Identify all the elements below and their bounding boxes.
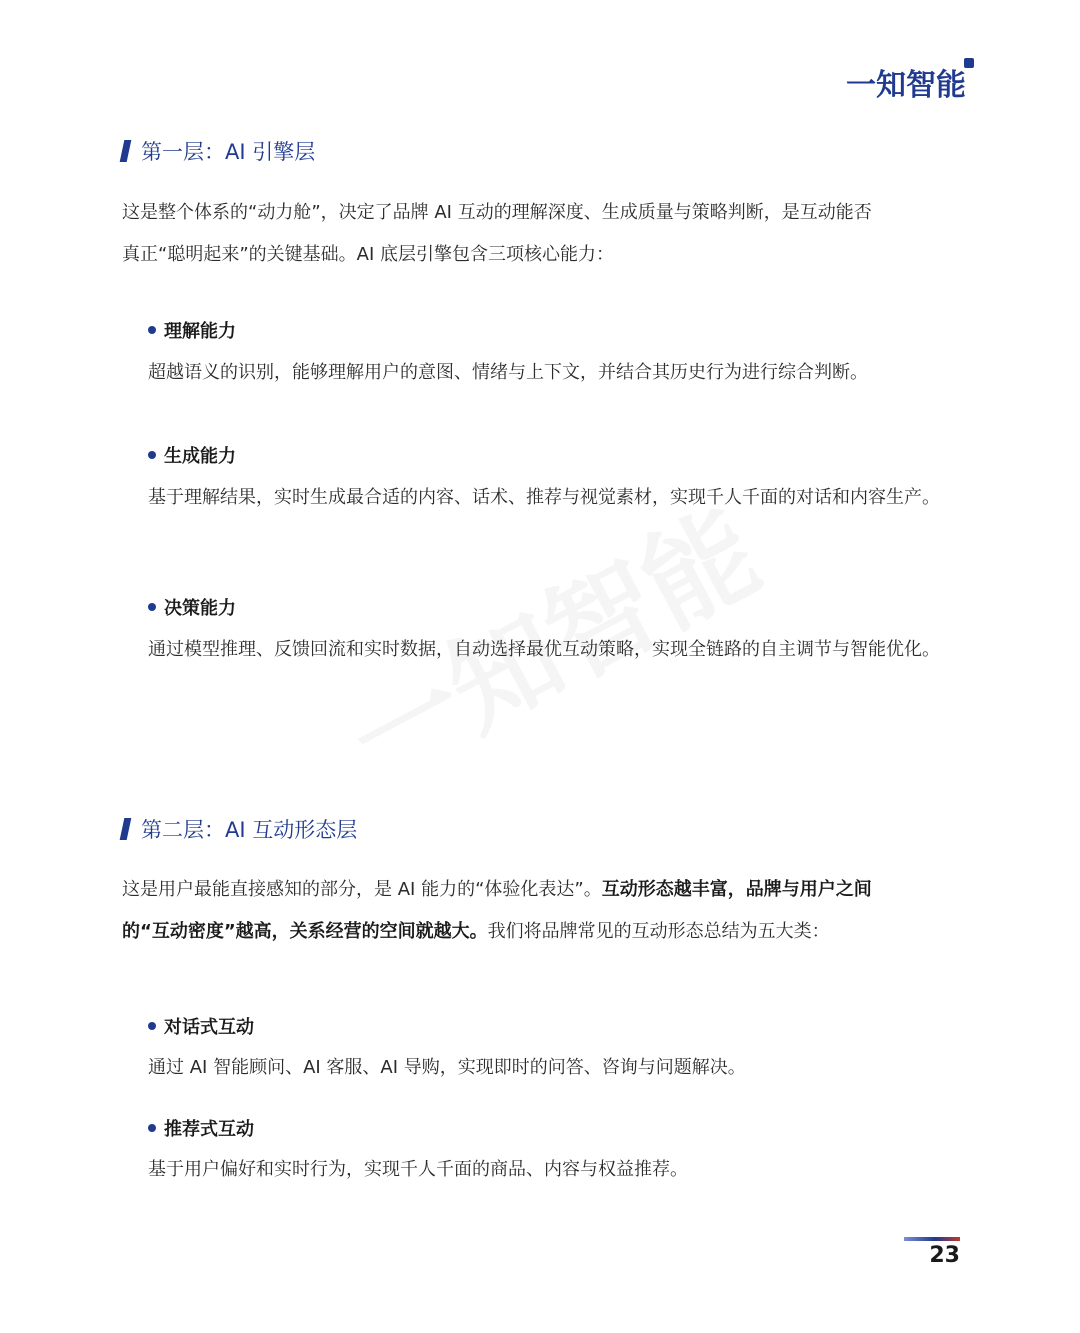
item-desc-generation: 基于理解结果，实时生成最合适的内容、话术、推荐与视觉素材，实现千人千面的对话和内容生产。 <box>148 487 940 508</box>
page-footer <box>904 1237 962 1277</box>
page-number-accent-line <box>904 1237 960 1241</box>
item-desc-recommendation: 基于用户偏好和实时行为，实现千人千面的商品、内容与权益推荐。 <box>148 1159 688 1180</box>
item-title-recommendation <box>148 1114 254 1142</box>
item-title-generation <box>148 441 236 469</box>
bullet-dot <box>148 326 156 334</box>
section2-intro <box>122 869 962 953</box>
section-heading-ai-engine <box>122 136 315 166</box>
section-heading-interaction-forms <box>122 814 357 844</box>
bullet-dot <box>148 1022 156 1030</box>
section2-intro-bold1: 互动形态越丰富，品牌与用户之间 <box>601 879 872 900</box>
section1-intro <box>122 192 962 276</box>
item-title-understanding <box>148 316 236 344</box>
item-desc-decision: 通过模型推理、反馈回流和实时数据，自动选择最优互动策略，实现全链路的自主调节与智能优化。 <box>148 639 940 660</box>
heading-accent-bar <box>120 140 132 162</box>
section1-intro-line2: 真正“聪明起来”的关键基础。AI 底层引擎包含三项核心能力： <box>122 244 614 265</box>
item-desc-understanding: 超越语义的识别，能够理解用户的意图、情绪与上下文，并结合其历史行为进行综合判断。 <box>148 362 868 383</box>
item-title-decision <box>148 593 236 621</box>
heading-accent-bar <box>120 818 132 840</box>
page-number: 23 <box>929 1243 960 1268</box>
section1-intro-line1: 这是整个体系的“动力舱”，决定了品牌 AI 互动的理解深度、生成质量与策略判断，是互动能否 <box>122 202 872 223</box>
brand-logo <box>846 56 986 103</box>
section-heading-text: 第一层：AI 引擎层 <box>141 140 316 164</box>
item-desc-conversational: 通过 AI 智能顾问、AI 客服、AI 导购，实现即时的问答、咨询与问题解决。 <box>148 1057 746 1078</box>
bullet-dot <box>148 451 156 459</box>
bullet-dot <box>148 1124 156 1132</box>
item-title-text: 理解能力 <box>164 321 236 342</box>
section2-intro-bold2: 的“互动密度”越高，关系经营的空间就越大。 <box>122 921 488 942</box>
section-heading-text: 第二层：AI 互动形态层 <box>141 818 358 842</box>
item-title-text: 推荐式互动 <box>164 1119 254 1140</box>
item-title-text: 生成能力 <box>164 446 236 467</box>
item-title-text: 决策能力 <box>164 598 236 619</box>
brand-logo-text: 一知智能 <box>846 68 966 103</box>
item-title-text: 对话式互动 <box>164 1017 254 1038</box>
section2-intro-part1: 这是用户最能直接感知的部分，是 AI 能力的“体验化表达”。 <box>122 879 602 900</box>
bullet-dot <box>148 603 156 611</box>
brand-logo-mark <box>964 58 974 68</box>
item-title-conversational <box>148 1012 254 1040</box>
section2-intro-part2: 我们将品牌常见的互动形态总结为五大类： <box>487 921 830 942</box>
